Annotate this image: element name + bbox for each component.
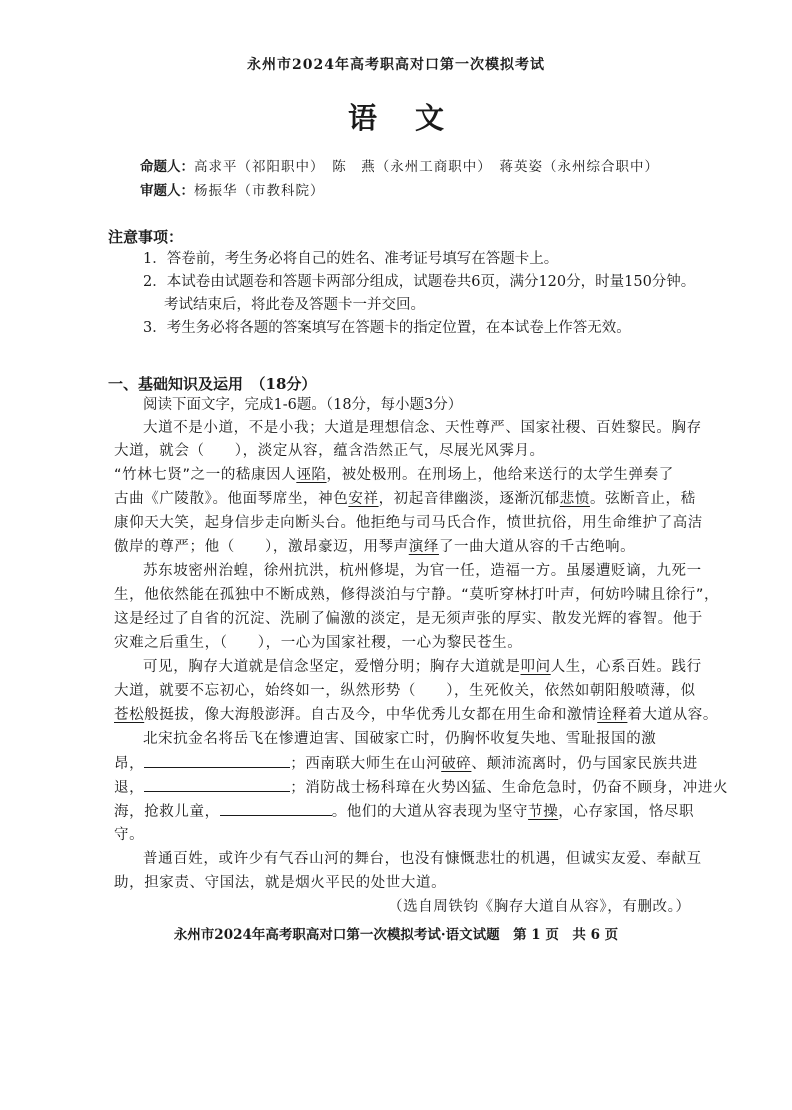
passage-line: 大道不是小道，不是小我；大道是理想信念、天性尊严、国家社稷、百姓黎民。胸存: [143, 420, 702, 436]
section-heading: 一、基础知识及运用 （18分）: [108, 375, 317, 393]
page-footer: 永州市2024年高考职高对口第一次模拟考试·语文试题 第 1 页 共 6 页: [173, 927, 619, 943]
passage-line: [114, 489, 696, 509]
passage-line: 生，他依然能在孤独中不断成熟，修得淡泊与宁静。“莫听穿林打叶声，何妨吟啸且徐行”，: [114, 587, 720, 603]
text-run: 傲岸的尊严；他（ ），激昂豪迈，用琴声: [114, 539, 409, 555]
text-run: 、颠沛流离时，仍与国家民族共进: [471, 756, 698, 772]
underlined-word: 苍松: [114, 707, 145, 723]
underlined-word: 安祥: [348, 491, 379, 507]
text-run: 可见，胸存大道就是信念坚定，爱憎分明；胸存大道就是: [143, 659, 521, 675]
text-run: 了一曲大道从容的千古绝响。: [438, 539, 636, 555]
reviewer-value: 杨振华（市教科院）: [194, 183, 325, 199]
passage-line: [114, 705, 718, 725]
notice-item: 考试结束后，将此卷及答题卡一并交回。: [164, 297, 425, 313]
text-run: 。他们的大道从容表现为坚守: [331, 804, 529, 820]
passage-line: 守。: [114, 827, 145, 843]
underlined-word: 节操: [528, 804, 559, 820]
text-run: “竹林七贤”之一的嵇康因人: [114, 467, 297, 483]
answer-blank: [144, 777, 290, 792]
text-run: 古曲《广陵散》。他面琴席坐，神色: [114, 491, 349, 507]
passage-line: 助，担家责、守国法，就是烟火平民的处世大道。: [114, 875, 447, 891]
text-run: 海，抢救儿童，: [114, 804, 220, 820]
text-run: ，初起音律幽淡，逐渐沉郁: [378, 491, 560, 507]
notice-item: 1．答卷前，考生务必将自己的姓名、准考证号填写在答题卡上。: [143, 251, 559, 267]
text-run: 着大道从容。: [627, 707, 719, 723]
passage-line: 大道，就会（ ），淡定从容，蕴含浩然正气，尽展光风霁月。: [114, 443, 545, 459]
section-instruction: 阅读下面文字，完成1-6题。（18分，每小题3分）: [143, 397, 463, 413]
underlined-word: 演绎: [408, 539, 439, 555]
passage-line: 苏东坡密州治蝗，徐州抗洪，杭州修堤，为官一任，造福一方。虽屡遭贬谪，九死一: [143, 563, 702, 579]
subject-title: 语文: [347, 101, 482, 135]
reviewer-line: [140, 179, 325, 199]
passage-line: 北宋抗金名将岳飞在惨遭迫害、国破家亡时，仍胸怀收复失地、雪耻报国的激: [143, 731, 657, 747]
text-run: ，被处极刑。在刑场上，他给来送行的太学生弹奏了: [326, 467, 674, 483]
text-run: 昂，: [114, 756, 145, 772]
text-run: ；西南联大师生在山河: [290, 756, 442, 772]
notice-heading: 注意事项：: [108, 228, 184, 246]
underlined-word: 破碎: [441, 756, 472, 772]
authors-line: [140, 155, 659, 175]
authors-value: 高求平（祁阳职中） 陈 燕（永州工商职中） 蒋英姿（永州综合职中）: [194, 159, 659, 175]
text-run: 退，: [114, 780, 145, 796]
passage-line: 普通百姓，或许少有气吞山河的舞台，也没有慷慨悲壮的机遇，但诚实友爱、奉献互: [143, 851, 702, 867]
text-run: ；消防战士杨科璋在火势凶猛、生命危急时，仍奋不顾身，冲进火: [290, 780, 729, 796]
text-run: ，心存家国，恪尽职: [558, 804, 695, 820]
reviewer-label: 审题人：: [140, 183, 194, 199]
exam-title: 永州市2024年高考职高对口第一次模拟考试: [247, 57, 545, 73]
text-run: 般挺拔，像大海般澎湃。自古及今，中华优秀儿女都在用生命和激情: [144, 707, 598, 723]
passage-line: 灾难之后重生，（ ），一心为国家社稷，一心为黎民苍生。: [114, 635, 523, 651]
text-run: 。弦断音止，嵇: [589, 491, 696, 507]
underlined-word: 叩问: [520, 659, 551, 675]
passage-line: [114, 777, 728, 798]
authors-label: 命题人：: [140, 159, 194, 175]
passage-line: 这是经过了自省的沉淀、洗刷了偏激的淡定，是无须声张的厚实、散发光辉的睿智。他于: [114, 611, 703, 627]
passage-line: [114, 753, 698, 774]
passage-line: [114, 537, 635, 557]
passage-line: [143, 657, 702, 677]
notice-item: 3．考生务必将各题的答案填写在答题卡的指定位置，在本试卷上作答无效。: [143, 320, 631, 336]
passage-source: （选自周铁钧《胸存大道自从容》，有删改。）: [388, 899, 691, 915]
text-run: 人生，心系百姓。践行: [550, 659, 702, 675]
passage-line: 康仰天大笑，起身信步走向断头台。他拒绝与司马氏合作，愤世抗俗，用生命维护了高洁: [114, 515, 703, 531]
answer-blank: [220, 801, 332, 816]
passage-line: [114, 801, 694, 822]
passage-line: 大道，就要不忘初心，始终如一，纵然形势（ ），生死攸关，依然如朝阳般喷薄，似: [114, 683, 696, 699]
answer-blank: [144, 753, 290, 768]
underlined-word: 诠释: [597, 707, 628, 723]
notice-item: 2．本试卷由试题卷和答题卡两部分组成，试题卷共6页，满分120分，时量150分钟。: [143, 274, 696, 290]
underlined-word: 诬陷: [296, 467, 327, 483]
underlined-word: 悲愤: [559, 491, 590, 507]
passage-line: [114, 465, 674, 485]
